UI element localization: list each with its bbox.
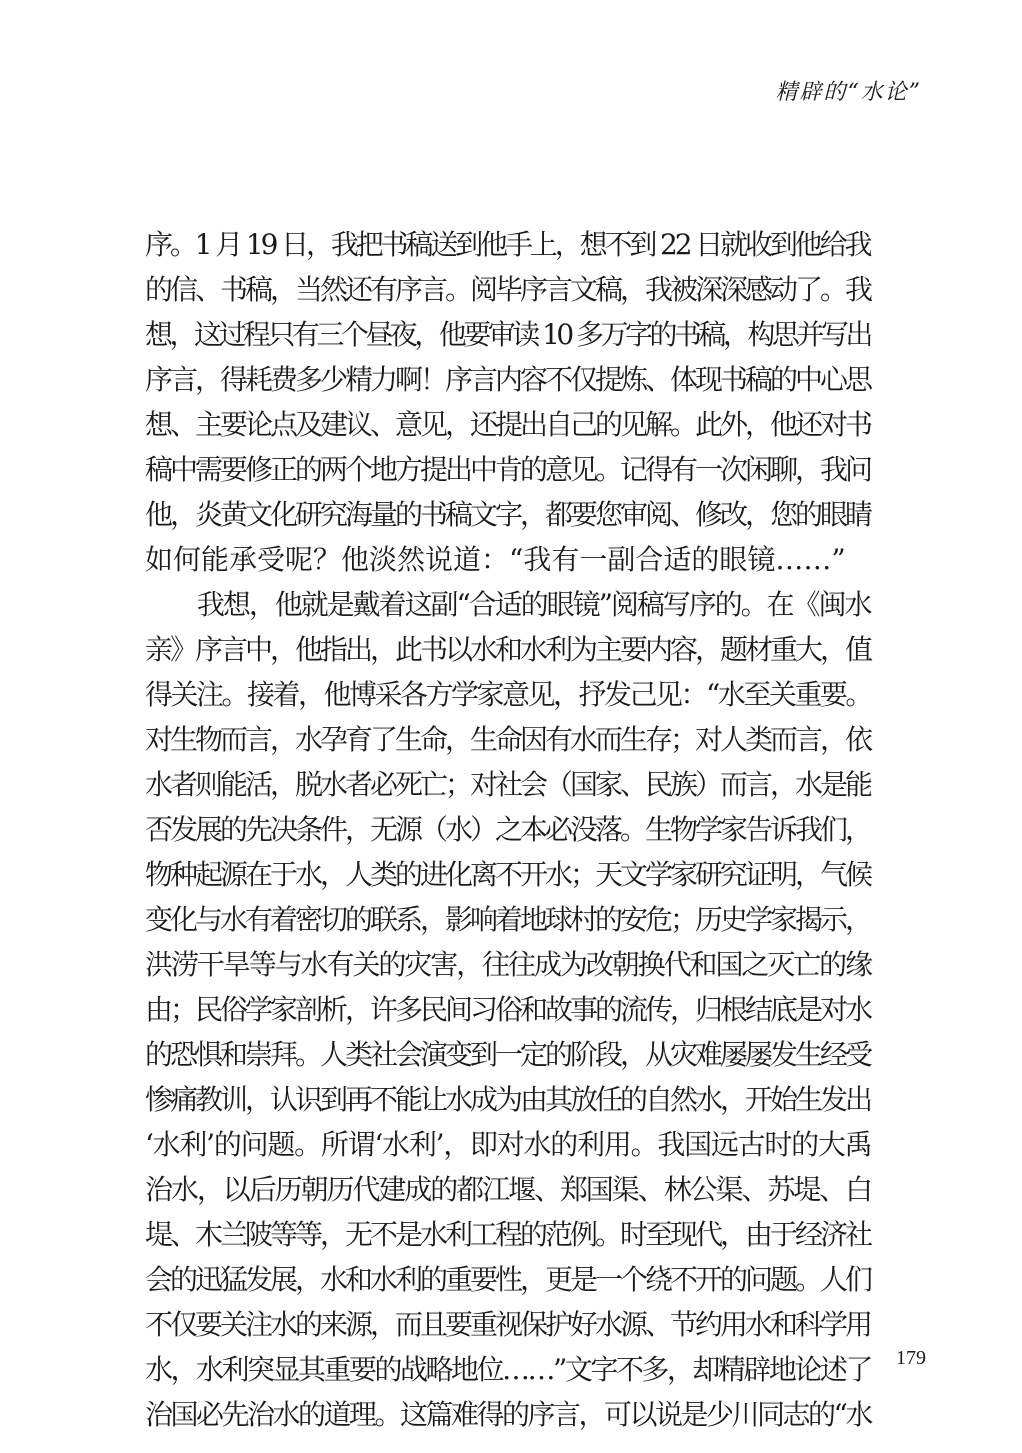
- text-line: 治国必先治水的道理。这篇难得的序言，可以说是少川同志的“水: [145, 1398, 871, 1431]
- text-line: 水，水利突显其重要的战略地位……”文字不多，却精辟地论述了: [145, 1353, 871, 1386]
- text-line: 的信、书稿，当然还有序言。阅毕序言文稿，我被深深感动了。我: [145, 273, 871, 306]
- text-line: 想，这过程只有三个昼夜，他要审读 10 多万字的书稿，构思并写出: [145, 318, 870, 351]
- text-line: 如何能承受呢？他淡然说道：“我有一副合适的眼镜……”: [145, 543, 846, 576]
- text-line: 的恐惧和崇拜。人类社会演变到一定的阶段，从灾难屡屡发生经受: [145, 1038, 871, 1071]
- page-number: 179: [896, 1347, 926, 1369]
- text-line: 亲》序言中，他指出，此书以水和水利为主要内容，题材重大，值: [145, 633, 871, 666]
- running-header: 精辟的“水论”: [775, 80, 922, 105]
- text-line: 否发展的先决条件，无源（水）之本必没落。生物学家告诉我们，: [145, 813, 871, 846]
- text-line: 他，炎黄文化研究海量的书稿文字，都要您审阅、修改，您的眼睛: [145, 498, 871, 531]
- text-line: 洪涝干旱等与水有关的灾害，往往成为改朝换代和国之灭亡的缘: [145, 948, 872, 981]
- text-line: 物种起源在于水，人类的进化离不开水；天文学家研究证明，气候: [145, 858, 871, 891]
- text-line: 惨痛教训，认识到再不能让水成为由其放任的自然水，开始生发出: [145, 1083, 871, 1116]
- text-line: ‘水利’的问题。所谓‘水利’，即对水的利用。我国远古时的大禹: [145, 1128, 872, 1161]
- body-text: [145, 222, 885, 1437]
- text-line: 水者则能活，脱水者必死亡；对社会（国家、民族）而言，水是能: [145, 768, 871, 801]
- text-line: 对生物而言，水孕育了生命，生命因有水而生存；对人类而言，依: [145, 723, 871, 756]
- text-line: 序。1 月 19 日，我把书稿送到他手上，想不到 22 日就收到他给我: [145, 228, 870, 261]
- text-line: 得关注。接着，他博采各方学家意见，抒发己见：“水至关重要。: [145, 678, 871, 711]
- text-line: 变化与水有着密切的联系，影响着地球村的安危；历史学家揭示，: [145, 903, 871, 936]
- text-line: 不仅要关注水的来源，而且要重视保护好水源、节约用水和科学用: [145, 1308, 871, 1341]
- text-line: 想、主要论点及建议、意见，还提出自己的见解。此外，他还对书: [145, 408, 871, 441]
- text-line: 稿中需要修正的两个地方提出中肯的意见。记得有一次闲聊，我问: [145, 453, 871, 486]
- text-line: 治水，以后历朝历代建成的都江堰、郑国渠、林公渠、苏堤、白: [145, 1173, 872, 1206]
- text-line: 堤、木兰陂等等，无不是水利工程的范例。时至现代，由于经济社: [145, 1218, 871, 1251]
- text-line: 会的迅猛发展，水和水利的重要性，更是一个绕不开的问题。人们: [145, 1263, 871, 1296]
- text-line: 序言，得耗费多少精力啊！序言内容不仅提炼、体现书稿的中心思: [145, 363, 871, 396]
- text-line: 由；民俗学家剖析，许多民间习俗和故事的流传，归根结底是对水: [145, 993, 871, 1026]
- text-line: 我想，他就是戴着这副“合适的眼镜”阅稿写序的。在《闽水: [145, 588, 871, 621]
